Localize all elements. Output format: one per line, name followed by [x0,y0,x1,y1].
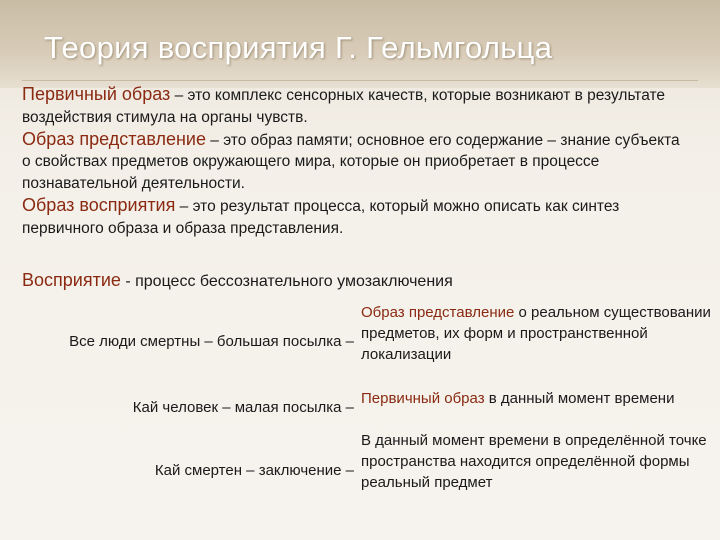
perception-text: - процесс бессознательного умозаключения [120,273,453,290]
mapping-text: в данный момент времени [484,390,675,407]
definitions-block [22,84,682,240]
conclusion: Кай смертен – заключение – [154,462,354,479]
perception-definition [22,270,453,291]
definition-text: – это образ памяти; основное его содержание – знание субъекта о свойствах предметов окружающего мира, которые он приобретает в процессе познавательной деятельности. [22,131,680,193]
definition-term: Образ восприятия [22,194,176,215]
mapping-text: В данный момент времени в определённой точке пространства находится определённой формы реальный предмет [361,432,707,491]
definition-representation-image [22,129,682,195]
definition-primary-image [22,84,682,129]
definition-term: Первичный образ [22,84,171,104]
conclusion-mapping [361,430,717,493]
perception-term: Восприятие [22,270,121,290]
mapping-term: Образ представление [361,304,515,321]
minor-premise-mapping [361,388,717,409]
major-premise-mapping [361,302,717,365]
definition-perception-image [22,195,682,240]
definition-text: – это результат процесса, который можно описать как синтез первичного образа и образа представления. [22,197,620,237]
slide-title: Теория восприятия Г. Гельмгольца [44,30,553,65]
major-premise: Все люди смертны – большая посылка – [69,333,354,350]
definition-term: Образ представление [22,128,206,149]
mapping-term: Первичный образ [361,390,485,407]
minor-premise: Кай человек – малая посылка – [132,399,354,416]
title-divider [22,80,698,81]
mapping-text: о реальном существовании предметов, их форм и пространственной локализации [361,304,711,363]
definition-text: – это комплекс сенсорных качеств, которые возникают в результате воздействия стимула на органы чувств. [22,87,666,126]
